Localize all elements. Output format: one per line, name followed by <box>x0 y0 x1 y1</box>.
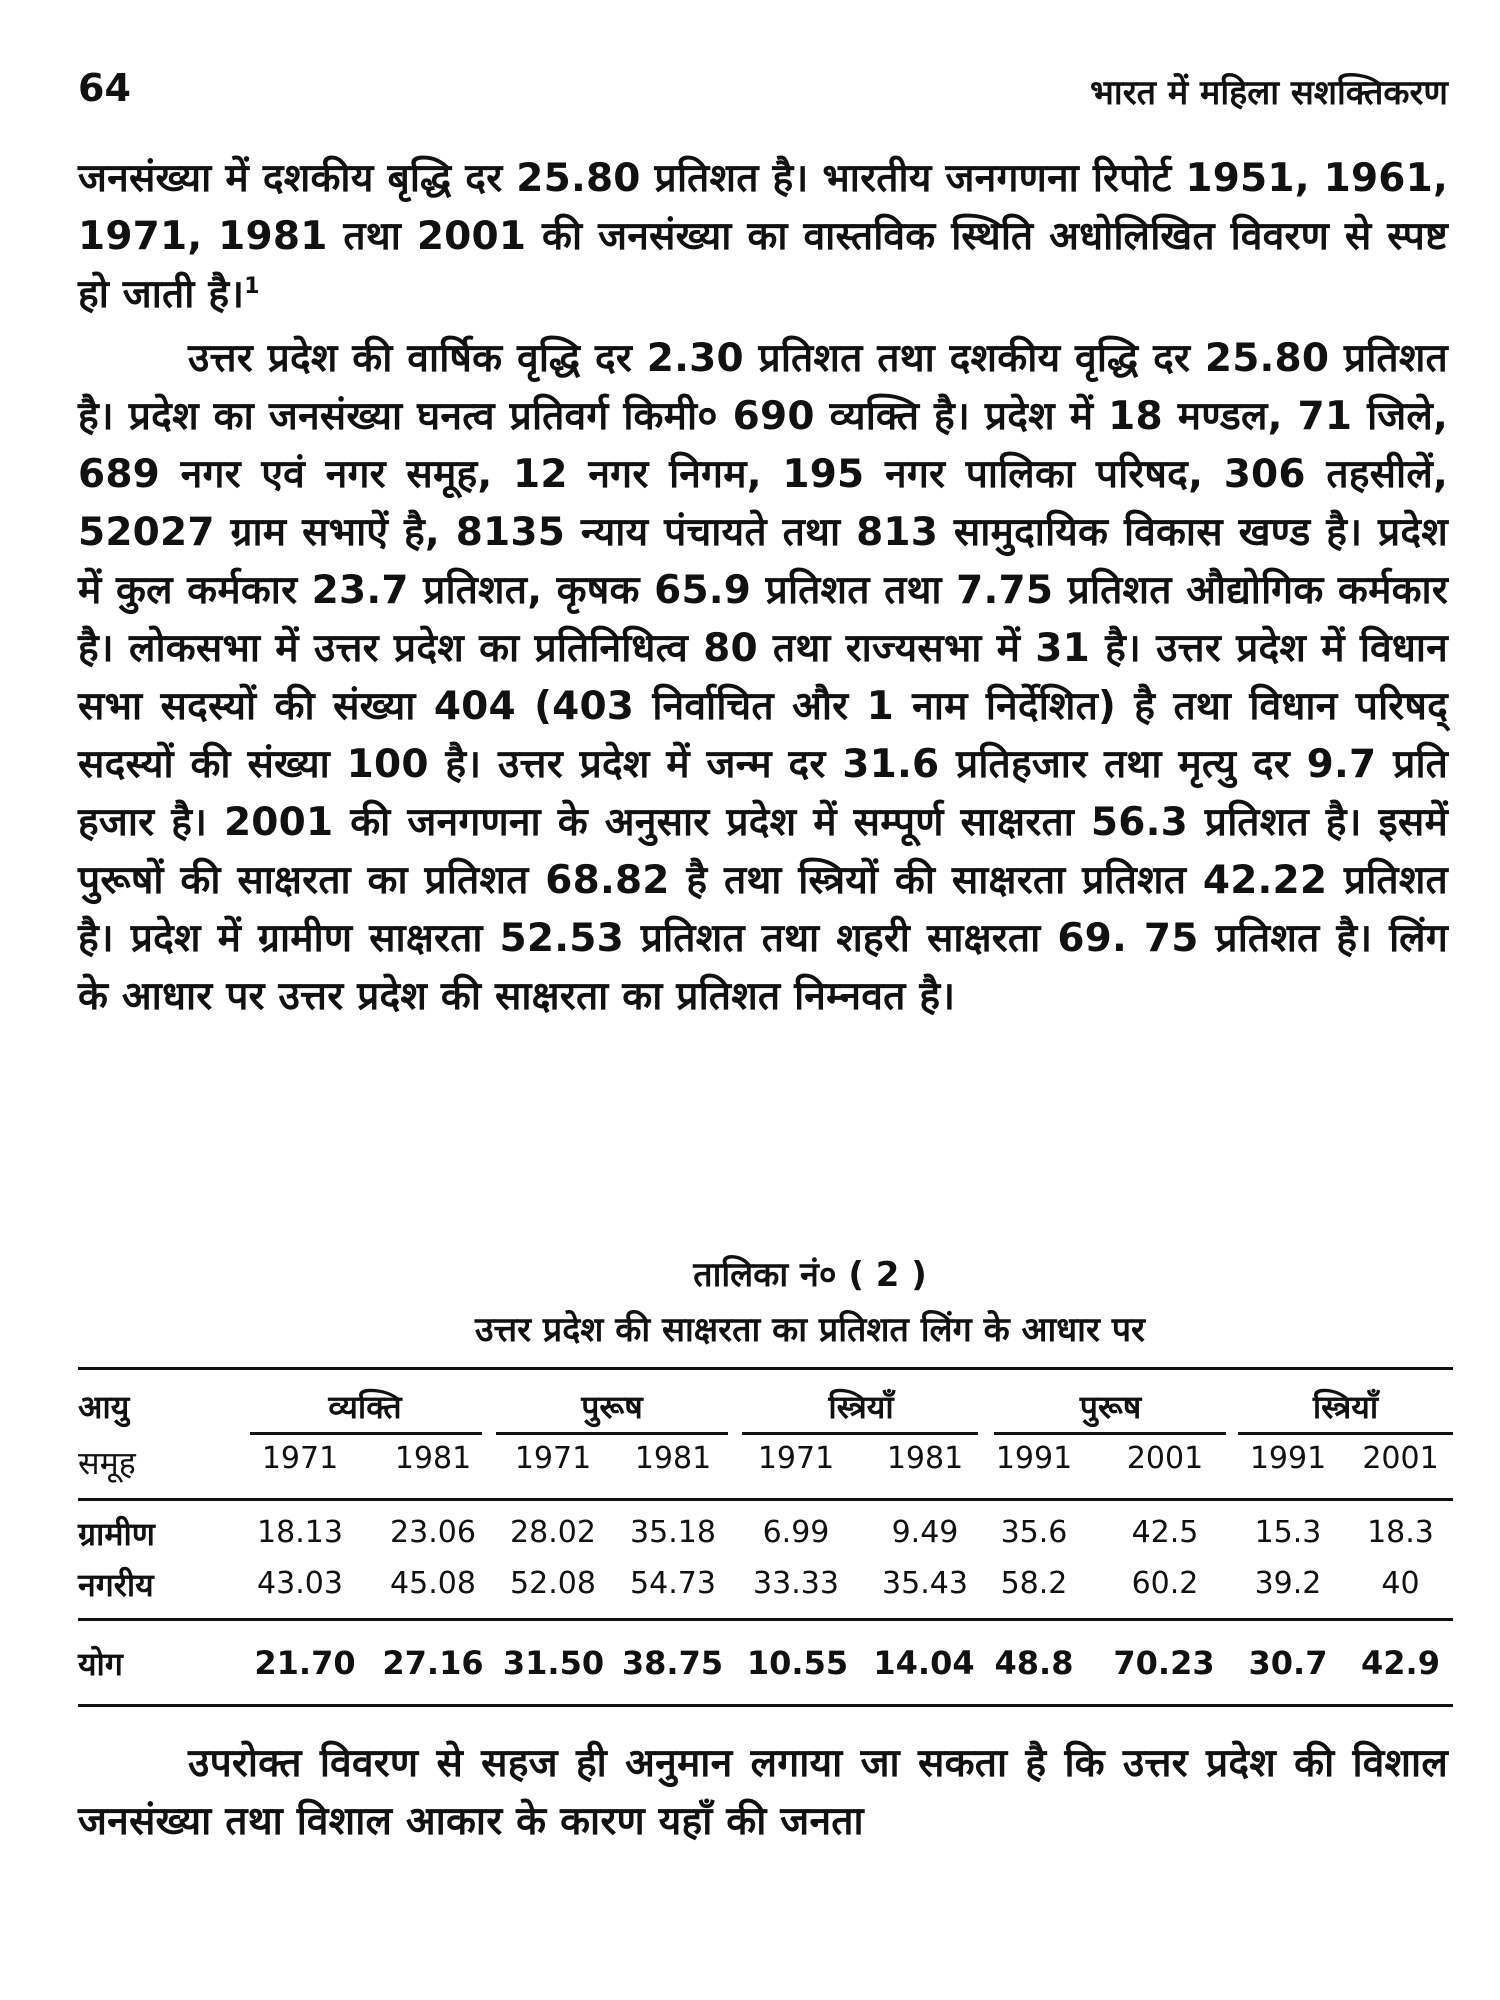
year-header: 2001 <box>1362 1441 1439 1476</box>
table-total-cell: 21.70 <box>254 1644 356 1682</box>
table-cell: 54.73 <box>630 1566 716 1601</box>
page-number: 64 <box>78 66 131 110</box>
page-header <box>78 58 1448 128</box>
row-label-total: योग <box>78 1645 123 1683</box>
row-label-urban: नगरीय <box>78 1566 154 1604</box>
group-header-female-1: स्त्रियाँ <box>828 1388 894 1426</box>
table-cell: 28.02 <box>510 1515 596 1550</box>
table-cell: 35.43 <box>882 1566 968 1601</box>
paragraph-2: उत्तर प्रदेश की वार्षिक वृद्धि दर 2.30 प्रतिशत तथा दशकीय वृद्धि दर 25.80 प्रतिशत है। प्रदेश का जनसंख्या घनत्व प्रतिवर्ग किमी० 690 व्यक्ति है। प्रदेश में 18 मण्डल, 71 जिले, 689 नगर एवं नगर समूह, 12 नगर निगम, 195 नगर पालिका परिषद, 306 तहसीलें, 52027 ग्राम सभाऐं है, 8135 न्याय पंचायते तथा 813 सामुदायिक विकास खण्ड है। प्रदेश में कुल कर्मकार 23.7 प्रतिशत, कृषक 65.9 प्रतिशत तथा 7.75 प्रतिशत औद्योगिक कर्मकार है। लोकसभा में उत्तर प्रदेश का प्रतिनिधित्व 80 तथा राज्यसभा में 31 है। उत्तर प्रदेश में विधान सभा सदस्यों की संख्या 404 (403 निर्वाचित और 1 नाम निर्देशित) है तथा विधान परिषद् सदस्यों की संख्या 100 है। उत्तर प्रदेश में जन्म दर 31.6 प्रतिहजार तथा मृत्यु दर 9.7 प्रति हजार है। 2001 की जनगणना के अनुसार प्रदेश में सम्पूर्ण साक्षरता 56.3 प्रतिशत है। इसमें पुरूषों की साक्षरता का प्रतिशत 68.82 है तथा स्त्रियों की साक्षरता प्रतिशत 42.22 प्रतिशत है। प्रदेश में ग्रामीण साक्षरता 52.53 प्रतिशत तथा शहरी साक्षरता 69. 75 प्रतिशत है। लिंग के आधार पर उत्तर प्रदेश की साक्षरता का प्रतिशत निम्नवत है। <box>78 336 1448 1019</box>
row-label-rural: ग्रामीण <box>78 1515 155 1553</box>
table-cell: 18.3 <box>1367 1515 1434 1550</box>
table-cell: 35.6 <box>1000 1515 1068 1550</box>
table-number: तालिका नं० ( 2 ) <box>693 1255 927 1295</box>
header-corner-age: आयु <box>78 1388 130 1426</box>
table-cell: 58.2 <box>1000 1566 1068 1601</box>
group-underline <box>496 1432 728 1435</box>
footnote-reference: 1 <box>244 274 260 299</box>
table-title: उत्तर प्रदेश की साक्षरता का प्रतिशत लिंग के आधार पर <box>475 1310 1145 1350</box>
table-total-cell: 14.04 <box>873 1644 975 1682</box>
table-total-cell: 70.23 <box>1113 1644 1215 1682</box>
table-total-cell: 42.9 <box>1361 1644 1440 1682</box>
table-total-rule <box>78 1618 1453 1621</box>
group-header-female-2: स्त्रियाँ <box>1312 1388 1379 1426</box>
group-header-male-1: पुरूष <box>581 1388 643 1426</box>
group-underline <box>1238 1432 1453 1435</box>
literacy-table <box>78 1367 1453 1707</box>
year-header: 1991 <box>995 1441 1073 1476</box>
header-corner-group: समूह <box>78 1444 136 1482</box>
group-header-male-2: पुरूष <box>1079 1388 1142 1426</box>
table-cell: 35.18 <box>630 1515 716 1550</box>
table-cell: 40 <box>1381 1566 1420 1601</box>
table-total-cell: 27.16 <box>382 1644 484 1682</box>
year-header: 1981 <box>634 1441 712 1476</box>
table-cell: 33.33 <box>753 1566 839 1601</box>
table-cell: 39.2 <box>1254 1566 1322 1601</box>
table-cell: 18.13 <box>257 1515 343 1550</box>
year-header: 1981 <box>394 1441 472 1476</box>
running-title: भारत में महिला सशक्तिकरण <box>1090 73 1448 113</box>
paragraph-1 <box>78 150 1448 324</box>
table-bottom-rule <box>78 1704 1453 1707</box>
year-header: 1991 <box>1249 1441 1327 1476</box>
paragraph-3: उपरोक्त विवरण से सहज ही अनुमान लगाया जा सकता है कि उत्तर प्रदेश की विशाल जनसंख्या तथा विशाल आकार के कारण यहाँ की जनता <box>78 1741 1448 1844</box>
table-cell: 52.08 <box>510 1566 596 1601</box>
table-cell: 42.5 <box>1131 1515 1199 1550</box>
group-underline <box>742 1432 978 1435</box>
group-header-persons: व्यक्ति <box>328 1388 402 1426</box>
paragraph-1-text: जनसंख्या में दशकीय बृद्धि दर 25.80 प्रतिशत है। भारतीय जनगणना रिपोर्ट 1951, 1961, 1971, 1981 तथा 2001 की जनसंख्या का वास्तविक स्थिति अधोलिखित विवरण से स्पष्ट हो जाती है। <box>78 156 1448 317</box>
year-header: 2001 <box>1126 1441 1204 1476</box>
table-header-rule <box>78 1498 1453 1501</box>
year-header: 1971 <box>261 1441 339 1476</box>
table-top-rule <box>78 1367 1453 1370</box>
table-cell: 15.3 <box>1254 1515 1322 1550</box>
year-header: 1971 <box>757 1441 835 1476</box>
table-total-cell: 10.55 <box>746 1644 849 1682</box>
table-cell: 60.2 <box>1131 1566 1199 1601</box>
table-cell: 23.06 <box>390 1515 476 1550</box>
table-cell: 45.08 <box>390 1566 476 1601</box>
table-total-cell: 38.75 <box>621 1644 724 1682</box>
year-header: 1981 <box>886 1441 964 1476</box>
table-cell: 9.49 <box>891 1515 959 1550</box>
table-total-cell: 48.8 <box>994 1644 1074 1682</box>
table-total-cell: 30.7 <box>1248 1644 1328 1682</box>
table-cell: 43.03 <box>257 1566 343 1601</box>
group-underline <box>250 1432 482 1435</box>
table-cell: 6.99 <box>762 1515 830 1550</box>
year-header: 1971 <box>514 1441 592 1476</box>
group-underline <box>994 1432 1226 1435</box>
table-total-cell: 31.50 <box>502 1644 605 1682</box>
